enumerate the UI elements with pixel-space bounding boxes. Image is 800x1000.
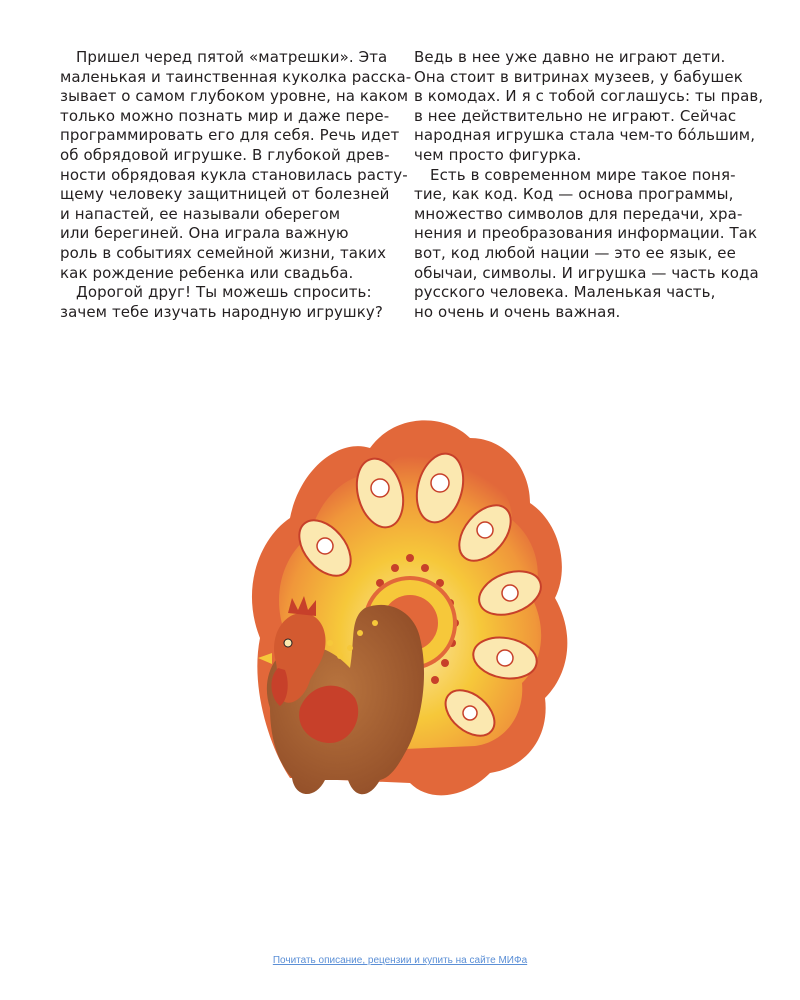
text-line: ности обрядовая кукла становилась расту-: [60, 165, 408, 184]
text-line: или берегиней. Она играла важную: [60, 224, 349, 243]
text-line: щему человеку защитницей от болезней: [60, 185, 390, 204]
text-line: в комодах. И я с тобой соглашусь: ты прав,: [414, 87, 764, 106]
text-line: множество символов для передачи, хра-: [414, 204, 743, 223]
text-line: тие, как код. Код — основа программы,: [414, 185, 734, 204]
text-line: чем просто фигурка.: [414, 145, 582, 164]
text-line: обычаи, символы. И игрушка — часть кода: [414, 263, 759, 282]
text-line: в нее действительно не играют. Сейчас: [414, 106, 737, 125]
text-line: русского человека. Маленькая часть,: [414, 283, 716, 302]
text-line: Она стоит в витринах музеев, у бабушек: [414, 67, 743, 86]
text-line: вот, код любой нации — это ее язык, ее: [414, 243, 736, 262]
text-line: но очень и очень важная.: [414, 302, 621, 321]
text-line: маленькая и таинственная куколка расска-: [60, 67, 412, 86]
text-line: зывает о самом глубоком уровне, на каком: [60, 87, 409, 106]
text-line: как рождение ребенка или свадьба.: [60, 263, 354, 282]
text-line: и напастей, ее называли оберегом: [60, 204, 341, 223]
text-line: программировать его для себя. Речь идет: [60, 126, 400, 145]
text-line: Пришел черед пятой «матрешки». Эта: [76, 48, 388, 66]
text-line: Дорогой друг! Ты можешь спросить:: [76, 283, 372, 302]
left-text-column: [60, 48, 412, 322]
text-line: Ведь в нее уже давно не играют дети.: [414, 48, 726, 66]
dymkovo-turkey-icon: [230, 408, 575, 813]
text-line: зачем тебе изучать народную игрушку?: [60, 302, 383, 321]
text-line: об обрядовой игрушке. В глубокой древ-: [60, 145, 390, 164]
text-line: Есть в современном мире такое поня-: [430, 165, 736, 184]
right-text-column: [414, 48, 764, 322]
text-line: только можно познать мир и даже пере-: [60, 106, 390, 125]
text-line: нения и преобразования информации. Так: [414, 224, 758, 243]
text-line: народная игрушка стала чем-то бо́льшим,: [414, 126, 756, 145]
footer-buy-link[interactable]: Почитать описание, рецензии и купить на сайте МИФа: [272, 955, 528, 966]
text-line: роль в событиях семейной жизни, таких: [60, 243, 387, 262]
turkey-eye: [284, 639, 292, 647]
